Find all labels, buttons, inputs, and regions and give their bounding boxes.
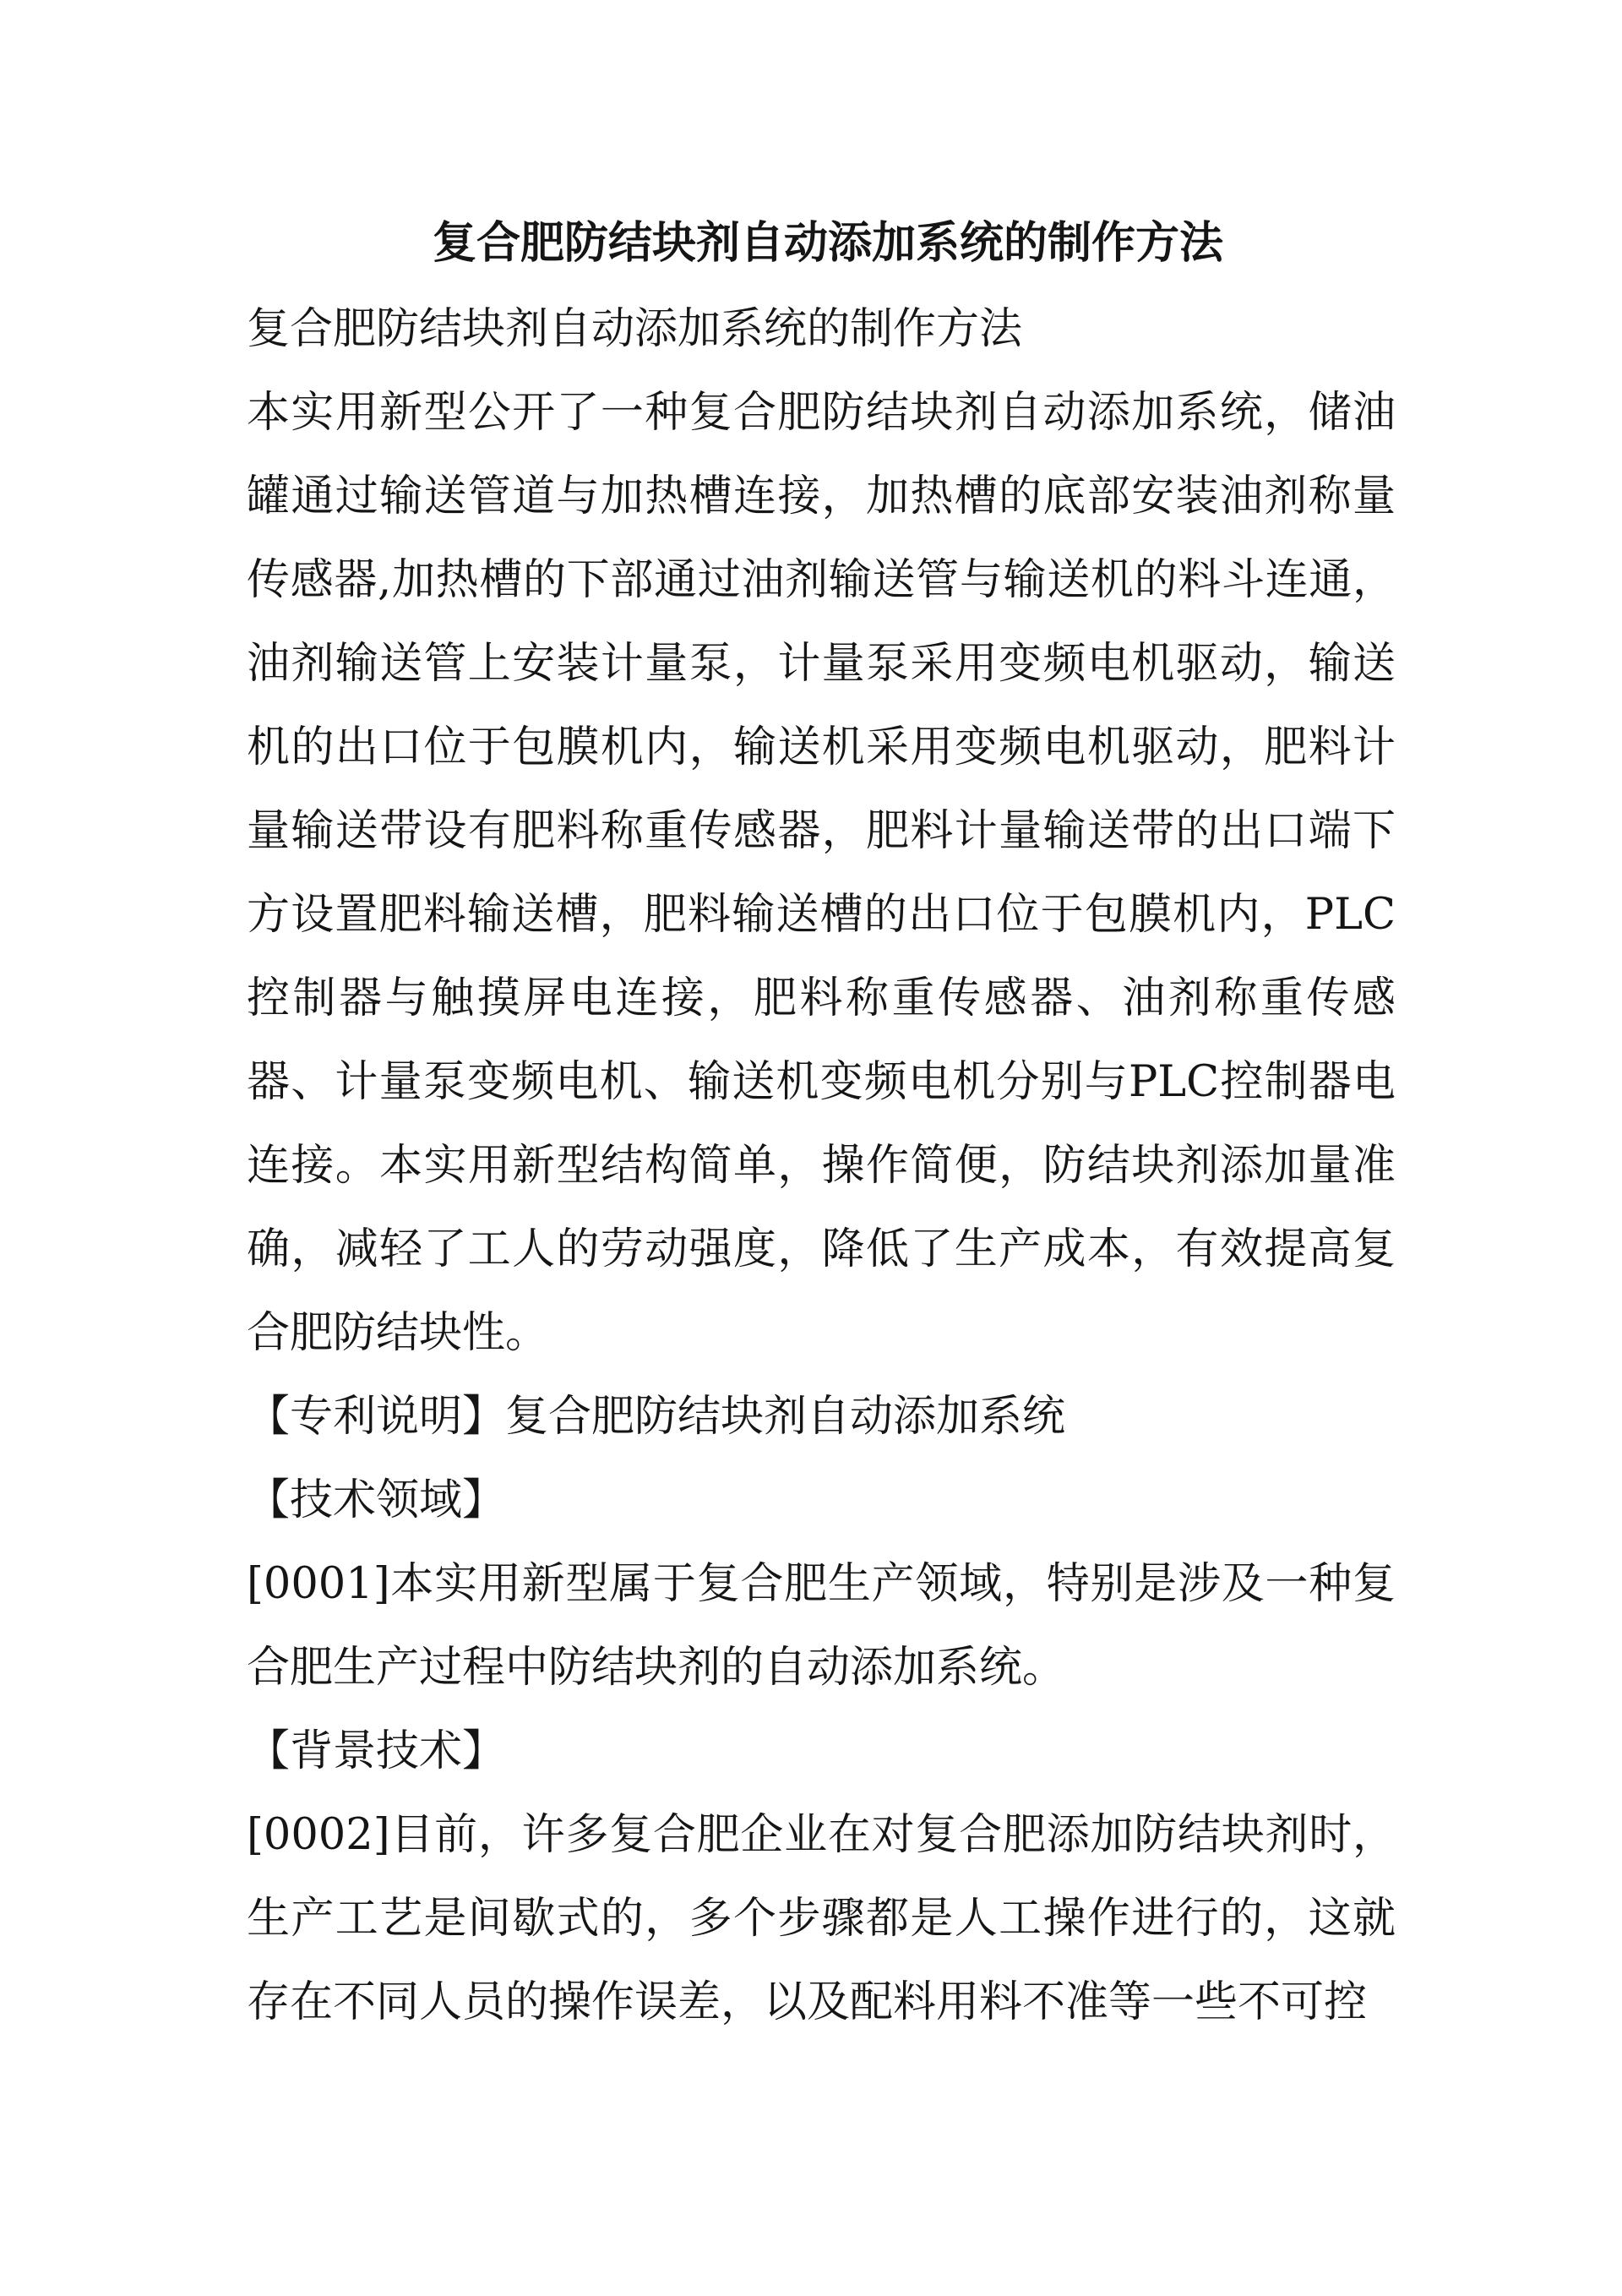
- technical-field-heading: 【技术领域】: [247, 1475, 506, 1525]
- paragraph-0001: [0001]本实用新型属于复合肥生产领域，特别是涉及一种复合肥生产过程中防结块剂的自动添加系统。: [247, 1559, 1396, 1693]
- document-body: [247, 199, 1396, 2044]
- abstract-paragraph: 本实用新型公开了一种复合肥防结块剂自动添加系统，储油罐通过输送管道与加热槽连接，加热槽的底部安装油剂称量传感器,加热槽的下部通过油剂输送管与输送机的料斗连通，油剂输送管上安装计量泵，计量泵采用变频电机驱动，输送机的出口位于包膜机内，输送机采用变频电机驱动，肥料计量输送带设有肥料称重传感器，肥料计量输送带的出口端下方设置肥料输送槽，肥料输送槽的出口位于包膜机内，PLC控制器与触摸屏电连接，肥料称重传感器、油剂称重传感器、计量泵变频电机、输送机变频电机分别与PLC控制器电连接。本实用新型结构简单，操作简便，防结块剂添加量准确，减轻了工人的劳动强度，降低了生产成本，有效提高复合肥防结块性。: [247, 388, 1396, 1358]
- document-subtitle: 复合肥防结块剂自动添加系统的制作方法: [247, 304, 1023, 354]
- paragraph-0002: [0002]目前，许多复合肥企业在对复合肥添加防结块剂时，生产工艺是间歇式的，多个步骤都是人工操作进行的，这就存在不同人员的操作误差，以及配料用料不准等一些不可控: [247, 1810, 1396, 2027]
- background-heading: 【背景技术】: [247, 1726, 506, 1776]
- patent-note-heading: 【专利说明】复合肥防结块剂自动添加系统: [247, 1392, 1066, 1442]
- document-title: 复合肥防结块剂自动添加系统的制作方法: [432, 217, 1223, 269]
